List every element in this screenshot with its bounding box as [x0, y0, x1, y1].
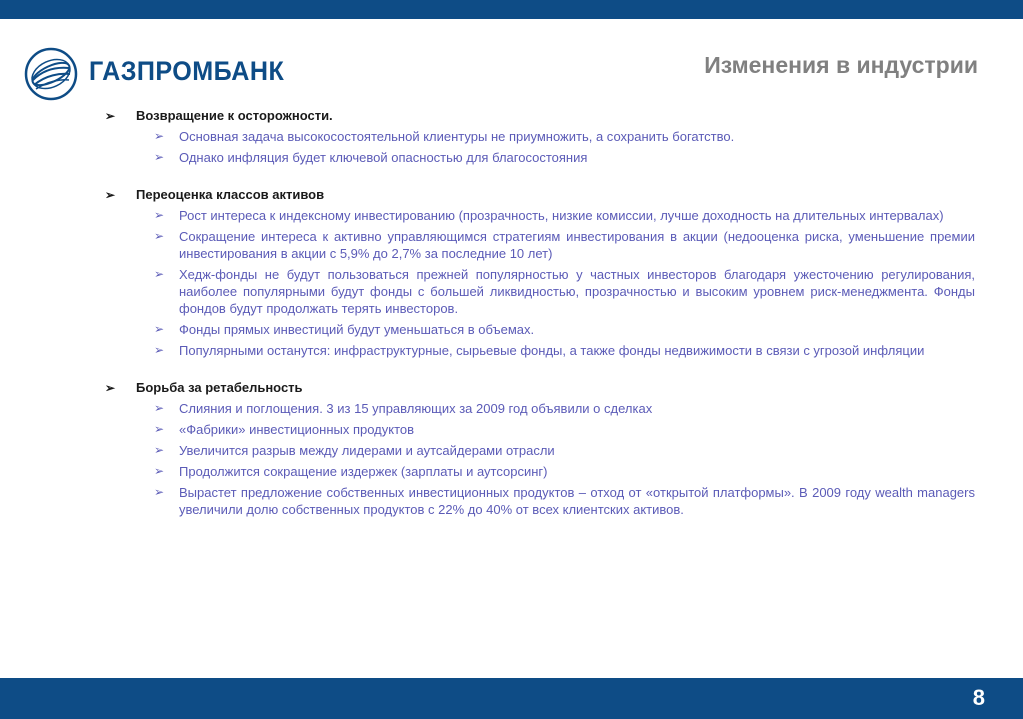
list-item-text: Увеличится разрыв между лидерами и аутсайдерами отрасли	[179, 443, 555, 458]
list-item	[105, 400, 975, 417]
arrow-bullet-icon: ➢	[154, 322, 165, 336]
list-item-text: Слияния и поглощения. 3 из 15 управляющих за 2009 год объявили о сделках	[179, 401, 653, 416]
arrow-bullet-icon: ➢	[154, 464, 165, 478]
list-item	[105, 421, 975, 438]
arrow-bullet-icon: ➢	[105, 381, 116, 395]
slide-title: Изменения в индустрии	[704, 52, 978, 78]
slide-content	[105, 107, 975, 538]
section-asset-classes	[105, 186, 975, 359]
arrow-bullet-icon: ➢	[154, 443, 165, 457]
list-item-text: Продолжится сокращение издержек (зарплаты и аутсорсинг)	[179, 464, 548, 479]
list-item	[105, 442, 975, 459]
gazprombank-logo-icon	[24, 47, 78, 101]
section-caution	[105, 107, 975, 166]
list-item	[105, 484, 975, 518]
item-list	[105, 400, 975, 518]
list-item-text: Рост интереса к индексному инвестированию (прозрачность, низкие комиссии, лучше доходность на длительных интервалах)	[179, 208, 944, 223]
list-item	[105, 128, 975, 145]
bottom-bar	[0, 678, 1023, 719]
arrow-bullet-icon: ➢	[154, 343, 165, 357]
brand-name: ГАЗПРОМБАНК	[89, 56, 285, 86]
arrow-bullet-icon: ➢	[154, 129, 165, 143]
section-profitability	[105, 379, 975, 518]
list-item	[105, 228, 975, 262]
top-bar	[0, 0, 1023, 19]
arrow-bullet-icon: ➢	[154, 150, 165, 164]
section-heading	[105, 107, 975, 125]
section-heading	[105, 186, 975, 204]
page-number: 8	[972, 685, 985, 710]
list-item-text: Популярными останутся: инфраструктурные, сырьевые фонды, а также фонды недвижимости в связи с угрозой инфляции	[179, 343, 925, 358]
arrow-bullet-icon: ➢	[154, 422, 165, 436]
arrow-bullet-icon: ➢	[105, 188, 116, 202]
list-item-text: Фонды прямых инвестиций будут уменьшаться в объемах.	[179, 322, 535, 337]
list-item	[105, 266, 975, 317]
section-heading-text: Борьба за ретабельность	[136, 380, 303, 395]
list-item-text: Вырастет предложение собственных инвестиционных продуктов – отход от «открытой платформы». В 2009 году wealth managers увеличили долю собственных продуктов с 22% до 40% от всех клиентских активов.	[179, 485, 975, 517]
list-item-text: «Фабрики» инвестиционных продуктов	[179, 422, 415, 437]
arrow-bullet-icon: ➢	[154, 267, 165, 281]
section-heading-text: Возвращение к осторожности.	[136, 108, 333, 123]
arrow-bullet-icon: ➢	[154, 485, 165, 499]
list-item	[105, 207, 975, 224]
list-item-text: Хедж-фонды не будут пользоваться прежней популярностью у частных инвесторов благодаря ужесточению регулирования, наиболее популярными будут фонды с большей ликвидностью, прозрачностью и высоким уровнем риск-менеджмента. Фонды фондов будут продолжать терять инвесторов.	[179, 267, 975, 316]
arrow-bullet-icon: ➢	[154, 229, 165, 243]
list-item	[105, 342, 975, 359]
section-heading-text: Переоценка классов активов	[136, 187, 325, 202]
list-item-text: Однако инфляция будет ключевой опасностью для благосостояния	[179, 150, 588, 165]
list-item	[105, 321, 975, 338]
list-item	[105, 463, 975, 480]
list-item-text: Основная задача высокосостоятельной клиентуры не приумножить, а сохранить богатство.	[179, 129, 735, 144]
item-list	[105, 207, 975, 359]
arrow-bullet-icon: ➢	[154, 401, 165, 415]
arrow-bullet-icon: ➢	[105, 109, 116, 123]
list-item-text: Сокращение интереса к активно управляющимся стратегиям инвестирования в акции (недооценка риска, уменьшение премии инвестирования в акции с 5,9% до 2,7% за последние 10 лет)	[179, 229, 975, 261]
section-heading	[105, 379, 975, 397]
item-list	[105, 128, 975, 166]
arrow-bullet-icon: ➢	[154, 208, 165, 222]
list-item	[105, 149, 975, 166]
